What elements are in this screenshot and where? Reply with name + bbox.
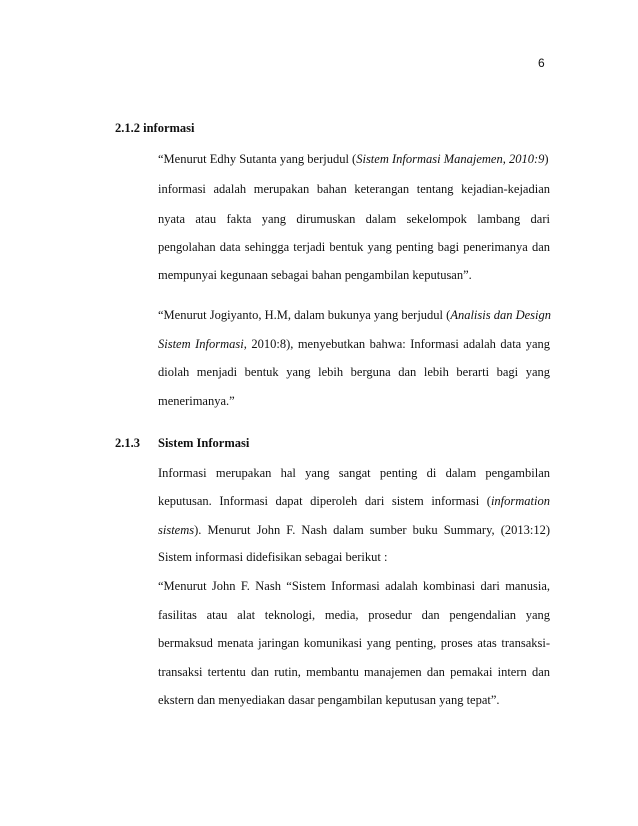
text-line: sistems). Menurut John F. Nash dalam sumber buku Summary, (2013:12) xyxy=(158,523,550,537)
text-line: mempunyai kegunaan sebagai bahan pengambilan keputusan”. xyxy=(158,268,472,282)
text-line: nyata atau fakta yang dirumuskan dalam sekelompok lambang dari xyxy=(158,212,550,226)
text-line: transaksi tertentu dan rutin, membantu manajemen dan pemakai intern dan xyxy=(158,665,550,679)
text-line: pengolahan data sehingga terjadi bentuk yang penting bagi penerimanya dan xyxy=(158,240,550,254)
section-heading-2-1-3: 2.1.3 Sistem Informasi xyxy=(115,436,250,450)
text-line: ekstern dan menyediakan dasar pengambilan keputusan yang tepat”. xyxy=(158,693,500,707)
text-line: menerimanya.” xyxy=(158,394,235,408)
text-line: “Menurut Edhy Sutanta yang berjudul (Sistem Informasi Manajemen, 2010:9) xyxy=(158,152,549,166)
text-line: fasilitas atau alat teknologi, media, prosedur dan pengendalian yang xyxy=(158,608,550,622)
text-line: Informasi merupakan hal yang sangat penting di dalam pengambilan xyxy=(158,466,550,480)
text-line: Sistem informasi didefisikan sebagai berikut : xyxy=(158,550,388,564)
text-line: “Menurut Jogiyanto, H.M, dalam bukunya yang berjudul (Analisis dan Design xyxy=(158,308,552,322)
text-line: “Menurut John F. Nash “Sistem Informasi adalah kombinasi dari manusia, xyxy=(158,579,550,593)
text-line: keputusan. Informasi dapat diperoleh dari sistem informasi (information xyxy=(158,494,550,508)
text-line: bermaksud menata jaringan komunikasi yang penting, proses atas transaksi- xyxy=(158,636,550,650)
text-line: informasi adalah merupakan bahan keterangan tentang kejadian-kejadian xyxy=(158,182,550,196)
text-line: diolah menjadi bentuk yang lebih berguna dan lebih berarti bagi yang xyxy=(158,365,550,379)
page-number: 6 xyxy=(538,56,545,70)
text-line: Sistem Informasi, 2010:8), menyebutkan bahwa: Informasi adalah data yang xyxy=(158,337,550,351)
section-heading-2-1-2: 2.1.2 informasi xyxy=(115,121,195,135)
